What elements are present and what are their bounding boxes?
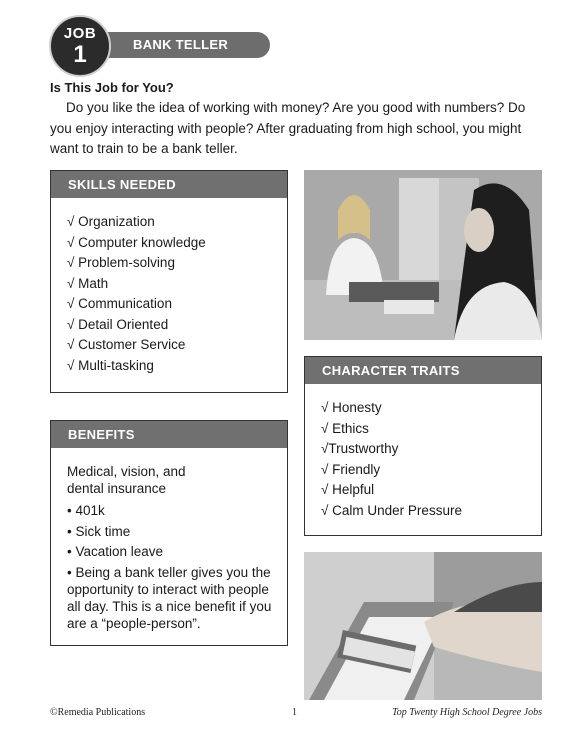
skill-item: √ Computer knowledge [67, 234, 206, 250]
benefits-heading: BENEFITS [51, 421, 287, 448]
benefit-item: • Being a bank teller gives you the opportunity to interact with people all day. This is a nice benefit if you are a “people-person”. [67, 564, 272, 631]
job-number-badge [49, 15, 111, 77]
benefit-item: • Sick time [67, 523, 131, 539]
intro-heading: Is This Job for You? [50, 80, 174, 95]
intro-paragraph: Do you like the idea of working with money? Are you good with numbers? Do you enjoy interacting with people? After graduating from high school, you might want to train to be a bank teller. [50, 100, 526, 156]
cash-handoff-photo [304, 552, 542, 700]
benefits-list [67, 502, 279, 632]
benefits-body [51, 448, 287, 632]
trait-item: √ Ethics [321, 420, 369, 436]
skill-item: √ Organization [67, 214, 155, 229]
skills-heading: SKILLS NEEDED [51, 171, 287, 198]
skill-item: √ Math [67, 275, 109, 291]
trait-item: √Trustworthy [321, 441, 399, 456]
skills-needed-box [50, 170, 288, 393]
skill-item: √ Detail Oriented [67, 316, 169, 332]
job-number: 1 [73, 41, 87, 68]
bank-teller-photo [304, 170, 542, 340]
trait-item: √ Calm Under Pressure [321, 502, 462, 518]
benefit-item: • Vacation leave [67, 544, 164, 559]
skill-item: √ Customer Service [67, 337, 186, 352]
job-label: JOB [63, 25, 97, 42]
trait-item: √ Honesty [321, 400, 382, 415]
benefit-item: • 401k [67, 503, 105, 518]
traits-list [305, 384, 541, 521]
benefits-intro: Medical, vision, and dental insurance [67, 464, 186, 496]
footer-publisher: ©Remedia Publications [50, 707, 146, 718]
skill-item: √ Problem-solving [67, 255, 175, 270]
footer-page-number: 1 [292, 707, 297, 718]
skill-item: √ Communication [67, 296, 172, 311]
skill-item: √ Multi-tasking [67, 357, 154, 373]
traits-heading: CHARACTER TRAITS [305, 357, 541, 384]
character-traits-box [304, 356, 542, 536]
trait-item: √ Helpful [321, 482, 375, 497]
footer-book-title: Top Twenty High School Degree Jobs [392, 707, 542, 718]
benefits-box [50, 420, 288, 646]
trait-item: √ Friendly [321, 461, 381, 477]
skills-list [51, 198, 287, 376]
job-title: BANK TELLER [133, 37, 229, 52]
